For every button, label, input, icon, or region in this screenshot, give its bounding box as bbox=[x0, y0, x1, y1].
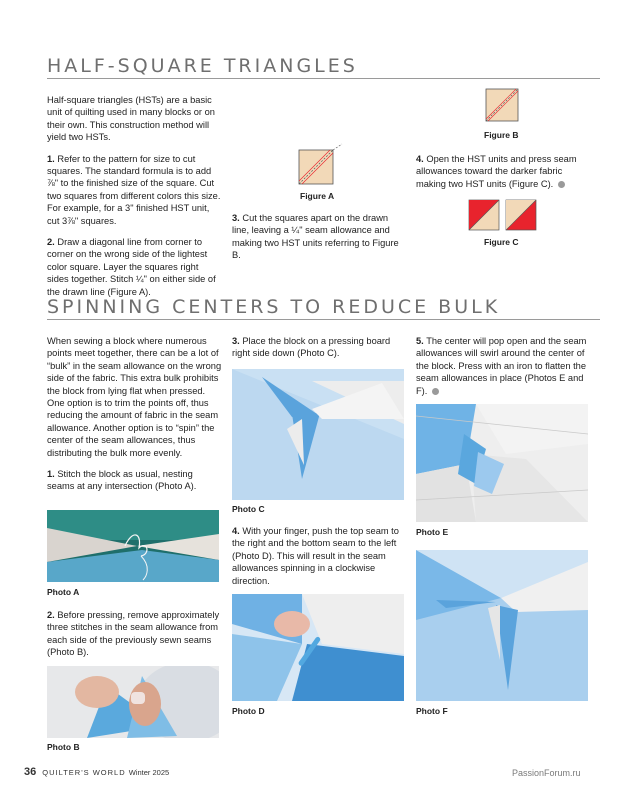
section-rule bbox=[47, 319, 600, 320]
spin-intro: When sewing a block where numerous points meet together, there can be a lot of “bulk” in the seam allowance on the wrong side of the fabric. This extra bulk prohibits the block from lying flat when pressed. One option is to trim the points off, thus reducing the amount of fabric in the seam allowance. Another option is to “spin” the center of the seam allowances, thus distributing the bulk more evenly. bbox=[47, 336, 222, 458]
photo-e bbox=[416, 404, 588, 522]
spin-step-3: 3. Place the block on a pressing board right side down (Photo C). bbox=[232, 336, 391, 359]
photo-c-caption: Photo C bbox=[232, 504, 265, 514]
page-number: 36 bbox=[24, 766, 37, 778]
photo-b bbox=[47, 666, 219, 738]
figure-b-graphic bbox=[485, 88, 520, 123]
photo-a-caption: Photo A bbox=[47, 587, 80, 597]
photo-f bbox=[416, 550, 588, 701]
spin-step-2: 2. Before pressing, remove approximately three stitches in the seam allowance from each side of the previously sewn seams (Photo B). bbox=[47, 610, 220, 658]
hst-step-4: 4. Open the HST units and press seam allowances toward the darker fabric making two HST units (Figure C). bbox=[416, 154, 577, 189]
photo-d-caption: Photo D bbox=[232, 706, 265, 716]
hst-intro: Half-square triangles (HSTs) are a basic unit of quilting used in many blocks or on their own. This construction method will yield two HSTs. bbox=[47, 95, 215, 143]
spin-step-5: 5. The center will pop open and the seam allowances will swirl around the center of the block. Press with an iron to flatten the seam allowances in place (Photos E and F). bbox=[416, 336, 587, 396]
spin-step-1: 1. Stitch the block as usual, nesting seams at any intersection (Photo A). bbox=[47, 469, 197, 492]
hst-step-1: 1. Refer to the pattern for size to cut squares. The standard formula is to add ⅞" to the finished size of the square. Cut two squares from different colors this size. For example, for a 3" finished HST unit, cut 3⅞" squares. bbox=[47, 153, 221, 226]
photo-b-caption: Photo B bbox=[47, 742, 80, 752]
end-mark-icon bbox=[432, 388, 439, 395]
photo-a bbox=[47, 510, 219, 582]
figure-b-caption: Figure B bbox=[484, 130, 519, 140]
end-mark-icon bbox=[558, 181, 565, 188]
photo-f-caption: Photo F bbox=[416, 706, 448, 716]
section-heading-hst: HALF-SQUARE TRIANGLES bbox=[47, 55, 358, 77]
hst-step-3: 3. Cut the squares apart on the drawn line, leaving a ¼" seam allowance and making two HST units referring to Figure B. bbox=[232, 213, 399, 261]
hst-column-1 bbox=[47, 94, 222, 298]
hst-step-2: 2. Draw a diagonal line from corner to corner on the wrong side of the lightest color square. Layer the squares right sides together. Stitch ¼" on either side of the drawn line (Figure A). bbox=[47, 237, 216, 297]
figure-a-caption: Figure A bbox=[300, 191, 335, 201]
spin-column-1 bbox=[47, 335, 222, 493]
figure-a-graphic bbox=[298, 143, 340, 185]
figure-c-caption: Figure C bbox=[484, 237, 519, 247]
photo-e-caption: Photo E bbox=[416, 527, 449, 537]
figure-c-graphic bbox=[468, 199, 538, 231]
spin-step-4: 4. With your finger, push the top seam to the right and the bottom seam to the left (Photo D). This will result in the seam allowances spinning in a clockwise direction. bbox=[232, 526, 399, 586]
section-heading-spinning: SPINNING CENTERS TO REDUCE BULK bbox=[47, 296, 501, 318]
watermark-text: PassionForum.ru bbox=[512, 768, 581, 778]
magazine-name: QUILTER'S WORLD bbox=[42, 768, 126, 777]
section-rule bbox=[47, 78, 600, 79]
issue-label: Winter 2025 bbox=[128, 768, 170, 777]
photo-d bbox=[232, 594, 404, 701]
photo-c bbox=[232, 369, 404, 500]
page-footer bbox=[24, 766, 169, 778]
